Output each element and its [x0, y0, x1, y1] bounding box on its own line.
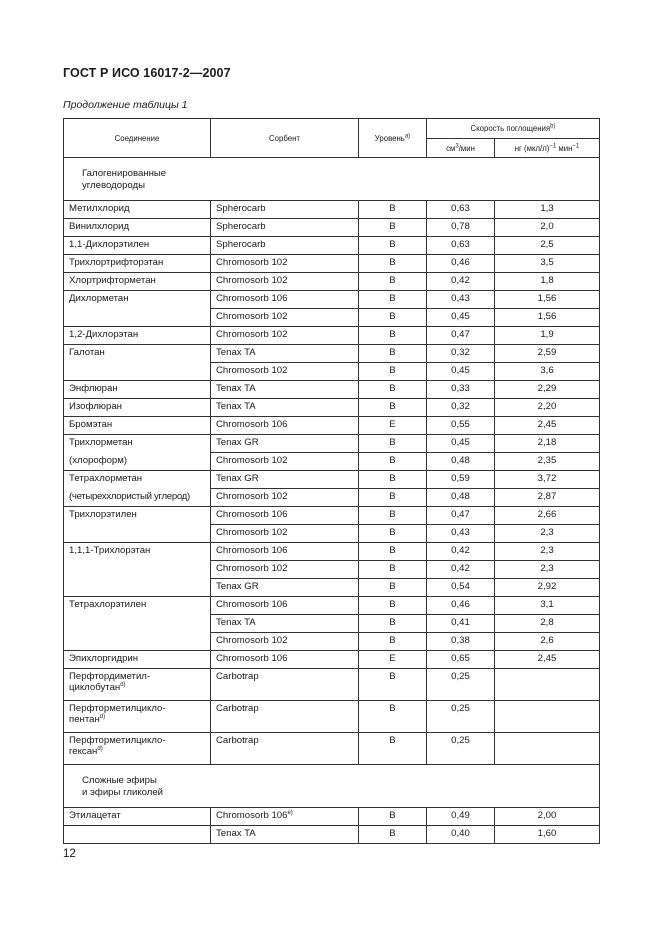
cell-compound: (хлороформ) [64, 453, 211, 471]
document-title: ГОСТ Р ИСО 16017-2—2007 [63, 66, 231, 80]
cell-cm: 0,25 [427, 733, 495, 765]
cell-cm: 0,49 [427, 808, 495, 826]
table-row [64, 255, 600, 273]
cell-sorbent: Chromosorb 106 [211, 651, 359, 669]
cell-ng: 2,20 [495, 399, 600, 417]
cell-ng: 2,59 [495, 345, 600, 363]
cell-sorbent: Tenax TA [211, 399, 359, 417]
header-rate-note: b) [550, 123, 556, 130]
table-row [64, 489, 600, 507]
cell-compound: (четыреххлористый углерод) [64, 489, 211, 507]
header-level: Уровень$^{а)}$ [359, 119, 427, 158]
cell-sorbent: Chromosorb 102 [211, 309, 359, 327]
cell-level: B [359, 579, 427, 597]
table-row [64, 543, 600, 561]
cell-ng: 3,1 [495, 597, 600, 615]
cell-level: B [359, 453, 427, 471]
table-row [64, 381, 600, 399]
cell-cm: 0,41 [427, 615, 495, 633]
cell-level: B [359, 327, 427, 345]
cell-ng: 3,5 [495, 255, 600, 273]
cell-compound: 1,1,1-Трихлорэтан [64, 543, 211, 597]
table-row [64, 273, 600, 291]
cell-compound: Изофлюран [64, 399, 211, 417]
cell-sorbent: Tenax GR [211, 579, 359, 597]
cell-ng [495, 701, 600, 733]
compound-note: d) [97, 745, 103, 752]
cell-sorbent: Chromosorb 102 [211, 255, 359, 273]
cell-sorbent: Tenax TA [211, 615, 359, 633]
cell-level: B [359, 219, 427, 237]
cell-level: B [359, 309, 427, 327]
cell-level: B [359, 273, 427, 291]
cell-ng: 2,5 [495, 237, 600, 255]
cell-level: B [359, 543, 427, 561]
cell-ng: 2,29 [495, 381, 600, 399]
cell-compound: 1,1-Дихлорэтилен [64, 237, 211, 255]
cell-ng: 2,45 [495, 651, 600, 669]
cell-cm: 0,46 [427, 255, 495, 273]
cell-sorbent: Chromosorb 106 [211, 543, 359, 561]
cell-cm: 0,59 [427, 471, 495, 489]
cell-compound: Галотан [64, 345, 211, 381]
cell-compound: Метилхлорид [64, 201, 211, 219]
cell-sorbent: Carbotrap [211, 701, 359, 733]
table-row [64, 237, 600, 255]
cell-compound: Трихлортрифторэтан [64, 255, 211, 273]
cell-sorbent: Chromosorb 102 [211, 489, 359, 507]
cell-cm: 0,47 [427, 327, 495, 345]
cell-sorbent: Chromosorb 106 [211, 417, 359, 435]
cell-ng: 3,6 [495, 363, 600, 381]
cell-cm: 0,54 [427, 579, 495, 597]
cell-cm: 0,42 [427, 273, 495, 291]
table-row [64, 201, 600, 219]
table-row [64, 471, 600, 489]
cell-sorbent: Tenax TA [211, 826, 359, 844]
cell-compound [64, 826, 211, 844]
cell-sorbent: Chromosorb 102 [211, 273, 359, 291]
compound-note: d) [99, 713, 106, 720]
cell-cm: 0,42 [427, 561, 495, 579]
table-row [64, 219, 600, 237]
cell-level: B [359, 363, 427, 381]
cell-cm: 0,25 [427, 669, 495, 701]
cell-ng: 1,56 [495, 291, 600, 309]
cell-level: B [359, 733, 427, 765]
header-unit-ng: нг $(мкл/л)^{-1}$ мин$^{-1}$ [495, 139, 600, 158]
header-unit-cm: $см^3$/мин [427, 139, 495, 158]
cell-ng: 2,3 [495, 543, 600, 561]
cell-cm: 0,65 [427, 651, 495, 669]
table-row [64, 291, 600, 309]
header-level-note: а) [404, 132, 411, 139]
table-row [64, 733, 600, 765]
cell-compound: Перфторметилцикло- пентан$^{d)}$ [64, 701, 211, 733]
cell-sorbent: Chromosorb 102 [211, 327, 359, 345]
cell-level: B [359, 525, 427, 543]
cell-compound: Перфтордиметил- циклобутан$^{d)}$ [64, 669, 211, 701]
table-row [64, 435, 600, 453]
cell-compound: Эпихлоргидрин [64, 651, 211, 669]
cell-level: B [359, 435, 427, 453]
cell-cm: 0,48 [427, 489, 495, 507]
cell-level: B [359, 255, 427, 273]
table-row [64, 453, 600, 471]
cell-sorbent: Tenax GR [211, 471, 359, 489]
cell-compound: Бромэтан [64, 417, 211, 435]
cell-sorbent: Tenax TA [211, 381, 359, 399]
cell-cm: 0,25 [427, 701, 495, 733]
cell-cm: 0,32 [427, 345, 495, 363]
cell-level: B [359, 291, 427, 309]
cell-level: B [359, 507, 427, 525]
cell-ng: 2,00 [495, 808, 600, 826]
table-row [64, 327, 600, 345]
cell-compound: 1,2-Дихлорэтан [64, 327, 211, 345]
cell-sorbent: Spherocarb [211, 219, 359, 237]
cell-level: B [359, 471, 427, 489]
cell-sorbent: Carbotrap [211, 669, 359, 701]
table-row [64, 345, 600, 363]
cell-level: B [359, 561, 427, 579]
cell-ng: 2,0 [495, 219, 600, 237]
cell-level: B [359, 669, 427, 701]
table-row [64, 808, 600, 826]
cell-ng: 2,87 [495, 489, 600, 507]
cell-compound: Дихлорметан [64, 291, 211, 327]
cell-sorbent: Chromosorb 106 [211, 507, 359, 525]
cell-cm: 0,48 [427, 453, 495, 471]
header-rate: Скорость поглощения$^{b)}$ [427, 119, 600, 139]
cell-sorbent: Spherocarb [211, 237, 359, 255]
cell-level: B [359, 615, 427, 633]
cell-compound: Тетрахлорметан [64, 471, 211, 489]
page-number: 12 [63, 848, 76, 860]
cell-compound: Перфторметилцикло- гексан$^{d)}$ [64, 733, 211, 765]
cell-sorbent: Tenax GR [211, 435, 359, 453]
cell-cm: 0,32 [427, 399, 495, 417]
cell-cm: 0,33 [427, 381, 495, 399]
cell-cm: 0,46 [427, 597, 495, 615]
table-row [64, 826, 600, 844]
cell-sorbent: Chromosorb 106 [211, 291, 359, 309]
sorbent-note: е) [287, 809, 293, 816]
cell-level: B [359, 381, 427, 399]
cell-ng: 2,6 [495, 633, 600, 651]
cell-ng: 1,56 [495, 309, 600, 327]
cell-level: B [359, 201, 427, 219]
table-row [64, 651, 600, 669]
cell-sorbent: Tenax TA [211, 345, 359, 363]
table-group-heading: Сложные эфиры и эфиры гликолей [64, 765, 600, 808]
cell-level: E [359, 417, 427, 435]
header-compound: Соединение [64, 119, 211, 158]
cell-cm: 0,63 [427, 237, 495, 255]
table-row [64, 507, 600, 525]
cell-cm: 0,43 [427, 525, 495, 543]
cell-cm: 0,47 [427, 507, 495, 525]
cell-compound: Трихлорэтилен [64, 507, 211, 543]
cell-level: B [359, 489, 427, 507]
compound-note: d) [120, 681, 126, 688]
cell-ng: 2,3 [495, 525, 600, 543]
cell-cm: 0,45 [427, 435, 495, 453]
cell-sorbent: Chromosorb 102 [211, 561, 359, 579]
header-sorbent: Сорбент [211, 119, 359, 158]
cell-level: B [359, 399, 427, 417]
cell-sorbent: Chromosorb 102 [211, 363, 359, 381]
table-row [64, 597, 600, 615]
cell-level: B [359, 701, 427, 733]
table-group-heading: Галогенированные углеводороды [64, 158, 600, 201]
cell-cm: 0,55 [427, 417, 495, 435]
cell-ng: 2,3 [495, 561, 600, 579]
cell-sorbent: Chromosorb 102 [211, 525, 359, 543]
table-caption: Продолжение таблицы 1 [63, 99, 188, 111]
cell-cm: 0,78 [427, 219, 495, 237]
cell-level: B [359, 237, 427, 255]
cell-ng: 2,35 [495, 453, 600, 471]
cell-cm: 0,43 [427, 291, 495, 309]
cell-cm: 0,45 [427, 363, 495, 381]
cell-level: B [359, 808, 427, 826]
cell-compound: Трихлорметан [64, 435, 211, 453]
cell-sorbent: Chromosorb 102 [211, 453, 359, 471]
cell-ng [495, 669, 600, 701]
cell-level: B [359, 633, 427, 651]
cell-level: E [359, 651, 427, 669]
cell-level: B [359, 826, 427, 844]
cell-sorbent: Carbotrap [211, 733, 359, 765]
cell-cm: 0,38 [427, 633, 495, 651]
sorbent-table [63, 118, 600, 844]
cell-cm: 0,63 [427, 201, 495, 219]
cell-compound: Винилхлорид [64, 219, 211, 237]
cell-sorbent: Chromosorb 102 [211, 633, 359, 651]
cell-sorbent: Chromosorb $106^{е)}$ [211, 808, 359, 826]
table-row [64, 701, 600, 733]
cell-ng: 1,60 [495, 826, 600, 844]
table-row [64, 417, 600, 435]
cell-sorbent: Spherocarb [211, 201, 359, 219]
cell-compound: Этилацетат [64, 808, 211, 826]
cell-ng: 3,72 [495, 471, 600, 489]
cell-compound: Энфлюран [64, 381, 211, 399]
cell-ng: 2,8 [495, 615, 600, 633]
cell-cm: 0,45 [427, 309, 495, 327]
cell-ng: 2,92 [495, 579, 600, 597]
cell-ng [495, 733, 600, 765]
cell-ng: 1,9 [495, 327, 600, 345]
cell-level: B [359, 345, 427, 363]
cell-level: B [359, 597, 427, 615]
cell-cm: 0,42 [427, 543, 495, 561]
cell-ng: 1,3 [495, 201, 600, 219]
cell-cm: 0,40 [427, 826, 495, 844]
cell-ng: 2,66 [495, 507, 600, 525]
cell-ng: 1,8 [495, 273, 600, 291]
table-row [64, 399, 600, 417]
cell-compound: Хлортрифторметан [64, 273, 211, 291]
cell-compound: Тетрахлорэтилен [64, 597, 211, 651]
cell-ng: 2,18 [495, 435, 600, 453]
table-row [64, 669, 600, 701]
cell-sorbent: Chromosorb 106 [211, 597, 359, 615]
cell-ng: 2,45 [495, 417, 600, 435]
